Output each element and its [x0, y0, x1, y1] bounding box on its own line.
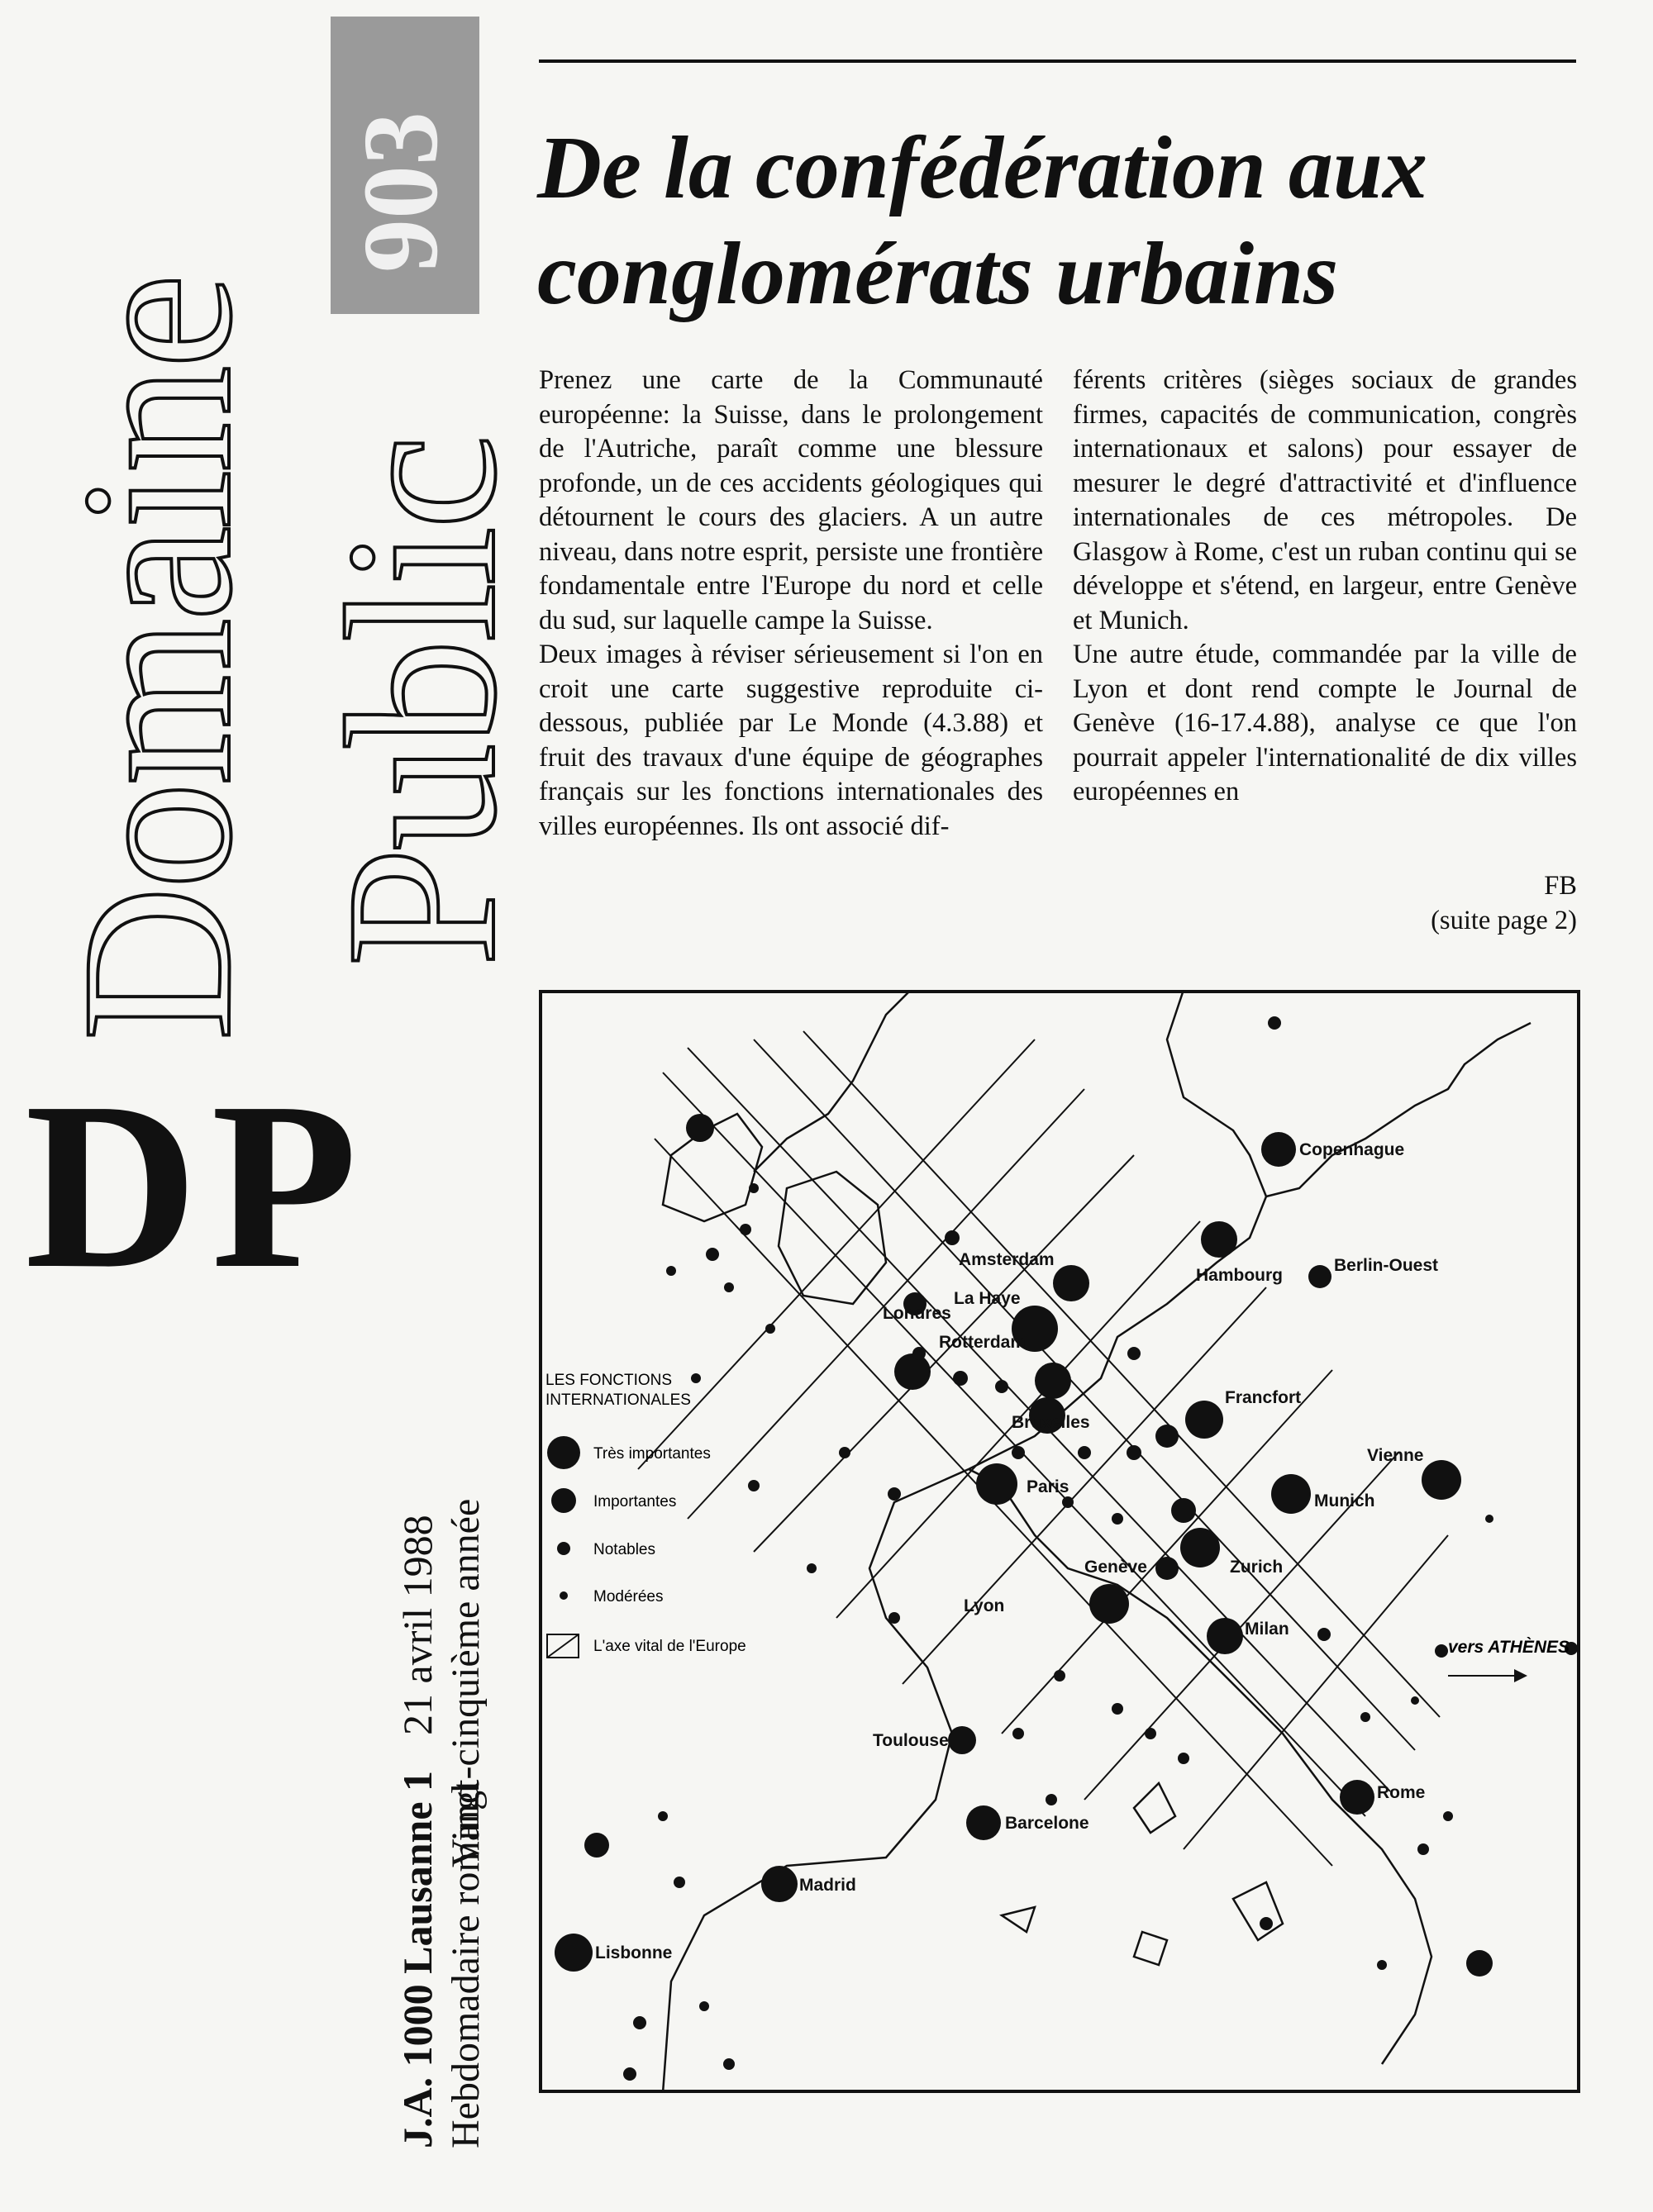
city-label: Rome — [1377, 1783, 1426, 1802]
paragraph: Prenez une carte de la Communauté européenne: la Suisse, dans le prolongement de l'Autriche, paraît comme une blessure profonde, un de ces accidents géologiques qui détournent le cours des glaciers. A un autre niveau, dans notre esprit, persiste une frontière fondamentale entre l'Europe du nord et celle du sud, sur laquelle campe la Suisse. — [539, 365, 1043, 635]
paragraph: Une autre étude, commandée par la ville de Lyon et dont rend compte le Journal de Genève (16-17.4.88), analyse ce que l'on pourrait appeler l'internationalité de dix villes européennes en — [1073, 640, 1577, 806]
masthead-title-public: Public — [302, 437, 541, 967]
city-label: Genève — [1084, 1558, 1147, 1577]
city-label: Rotterdam — [939, 1333, 1027, 1352]
paragraph: Deux images à réviser sérieusement si l'on en croit une carte suggestive reproduite ci-dessous, publiée par Le Monde (4.3.88) et fruit des travaux d'une équipe de géographes français sur les fonctions internationales des villes européennes. Ils ont associé dif- — [539, 640, 1043, 841]
city-label: Lisbonne — [595, 1943, 673, 1962]
city-label: Zurich — [1230, 1558, 1284, 1577]
article-column-1 — [539, 364, 1043, 844]
headline-rule — [539, 59, 1576, 63]
city-label: Toulouse — [873, 1731, 949, 1750]
issue-date: 21 avril 1988 — [394, 1515, 441, 1735]
city-label: Londres — [883, 1304, 951, 1323]
svg-text:vers ATHÈNES: vers ATHÈNES — [1448, 1638, 1570, 1657]
city-label: Copenhague — [1299, 1140, 1405, 1159]
legend-item: Notables — [593, 1541, 655, 1558]
city-label: Madrid — [799, 1876, 856, 1895]
city-label: Milan — [1245, 1620, 1289, 1639]
svg-text:LES FONCTIONS: LES FONCTIONS — [545, 1372, 673, 1389]
city-label: Lyon — [964, 1596, 1005, 1615]
legend-item: Modérées — [593, 1588, 664, 1605]
legend-item: Importantes — [593, 1493, 677, 1510]
dp-logo: DP — [25, 1053, 371, 1318]
article-headline: De la confédération aux conglomérats urbains — [537, 119, 1427, 323]
europe-map — [539, 990, 1580, 2093]
svg-text:INTERNATIONALES: INTERNATIONALES — [545, 1391, 691, 1409]
paragraph: férents critères (sièges sociaux de grandes firmes, capacités de communication, congrès internationaux et salons) pour essayer de mesurer le degré d'attractivité et d'influence internationales de ces métropoles. De Glasgow à Rome, c'est un ruban continu qui se développe et s'étend, en largeur, entre Genève et Munich. — [1073, 365, 1577, 635]
city-label: Amsterdam — [959, 1250, 1055, 1269]
issue-number: 903 — [341, 112, 460, 273]
city-label: Paris — [1027, 1477, 1069, 1496]
city-label: Barcelone — [1005, 1814, 1089, 1833]
author-signature: FB — [1544, 871, 1577, 901]
publication-subtitle: Hebdomadaire romand — [444, 1783, 488, 2148]
city-label: La Haye — [954, 1289, 1021, 1308]
masthead-title-domaine: Domaine — [38, 276, 276, 1041]
article-column-2 — [1073, 364, 1577, 810]
city-label: Munich — [1314, 1491, 1375, 1510]
city-label: Francfort — [1225, 1388, 1302, 1407]
city-label: Berlin-Ouest — [1334, 1256, 1439, 1275]
legend-item: L'axe vital de l'Europe — [593, 1638, 746, 1655]
publication-year: Vingt-cinquième année — [444, 1498, 488, 1867]
city-label: Hambourg — [1196, 1266, 1283, 1285]
postal-info: J.A. 1000 Lausanne 1 — [394, 1770, 441, 2148]
continued-note: (suite page 2) — [1431, 906, 1577, 935]
city-label: Vienne — [1367, 1446, 1424, 1465]
legend-item: Très importantes — [593, 1445, 711, 1463]
city-label: Bruxelles — [1012, 1413, 1090, 1432]
